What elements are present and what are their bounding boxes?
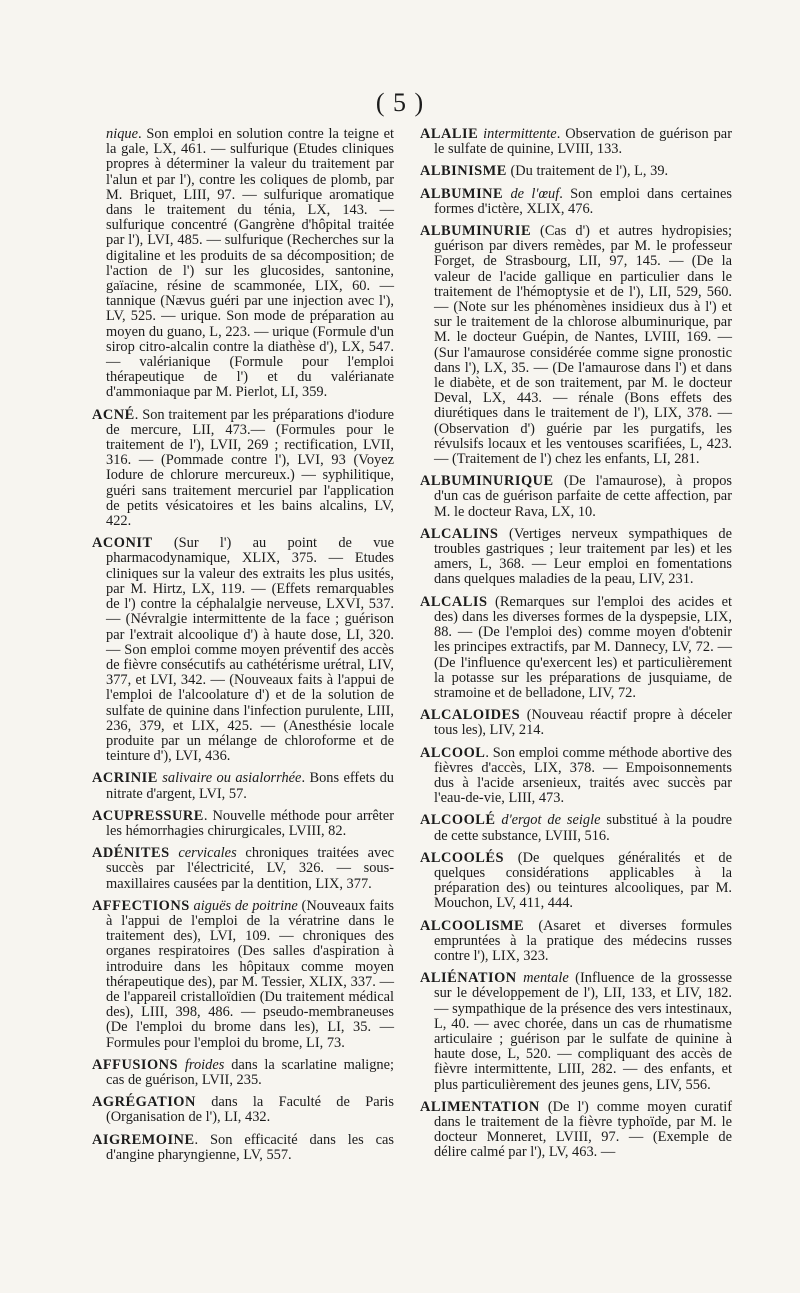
entry-headword: ALCALINS (420, 525, 499, 542)
index-entry (420, 919, 732, 965)
entry-text: (Nouveau réactif propre à déceler tous les), LIV, 214. (434, 707, 732, 739)
entry-qualifier: nique (106, 126, 138, 142)
entry-text: . Son emploi comme méthode abortive des fièvres d'accès, LIX, 378. — Empoisonnements dus à l'acide arsenieux, traités avec succès par l'eau-de-vie, LIII, 473. (434, 744, 732, 807)
entry-text: (De l') comme moyen curatif dans le traitement de la fièvre typhoïde, par M. le docteur Monneret, LVIII, 97. — (Exemple de délire calmé par l'), LV, 463. — (434, 1098, 732, 1161)
entry-headword: ALIMENTATION (420, 1098, 540, 1115)
entry-text: . Son emploi dans certaines formes d'ictère, XLIX, 476. (434, 185, 732, 217)
entry-text: (De quelques généralités et de quelques considérations applicables à la préparation des) ou teintures alcooliques, par M. Mouchon, LV, 411, 444. (434, 849, 732, 912)
entry-text: (Nouveaux faits à l'appui de l'emploi de la vératrine dans le traitement des), LVI, 109. — chroniques des organes respiratoires (Des salles d'aspiration à introduire dans les hôpitaux comme moyen thérapeutique des), par M. Tessier, XLIX, 337. — de l'appareil cristallοïdien (Du traitement médical des), LIII, 398, 486. — pseudo-membraneuses (De l'emploi du brome dans les), LI, 35. — Formules pour l'emploi du brome, LI, 73. (106, 897, 394, 1051)
index-entry (92, 899, 394, 1051)
index-entry (420, 224, 732, 467)
entry-qualifier: de l'œuf (503, 185, 560, 202)
index-entry (420, 527, 732, 588)
entry-headword: ALCOOLISME (420, 917, 525, 934)
entry-headword: ACONIT (92, 535, 153, 552)
entry-text: . Son efficacité dans les cas d'angine pharyngienne, LV, 557. (106, 1131, 394, 1163)
index-entry (420, 746, 732, 807)
entry-text: substitué à la poudre de cette substance, LVIII, 516. (434, 812, 733, 844)
entry-qualifier: mentale (516, 970, 569, 987)
entry-text: (Remarques sur l'emploi des acides et des) dans les diverses formes de la dyspepsie, LIX, 88. — (De l'emploi des) comme moyen d'obtenir les principes extractifs, par M. Dannecy, LV, 72. — (De l'influence qu'exercent les) et particulièrement la potasse sur les préparations de jusquiame, de stramoine et de belladone, LIV, 72. (434, 593, 732, 701)
entry-text: chroniques traitées avec succès par l'électricité, LV, 326. — sous-maxillaires causées par la dentition, LIX, 377. (106, 845, 394, 892)
entry-headword: ALIÉNATION (420, 970, 517, 987)
index-entry (420, 813, 732, 843)
index-entry (420, 127, 732, 157)
entry-headword: AFFECTIONS (92, 897, 190, 914)
entry-text: (Influence de la grossesse sur le développement de l'), LII, 133, et LIV, 182. — sympathique de la présence des vers intestinaux, L, 40. — avec chorée, dans un cas de rhumatisme articulaire ; guérison par le sulfate de quinine à haute dose, L, 520. — compliquant des accès de fièvre intermittente, LIII, 282. — des enfants, et plus particulièrement des jeunes gens, LIV, 556. (434, 970, 732, 1093)
entry-headword: ADÉNITES (92, 845, 170, 862)
index-entry (420, 708, 732, 738)
entry-text: dans la scarlatine maligne; cas de guérison, LVII, 235. (106, 1056, 394, 1088)
entry-headword: ACNÉ (92, 406, 135, 423)
left-column (92, 127, 394, 1170)
entry-headword: ALCALOIDES (420, 707, 521, 724)
entry-headword: AIGREMOINE (92, 1131, 195, 1148)
index-entry (92, 771, 394, 801)
entry-text: (De l'amaurose), à propos d'un cas de guérison parfaite de cette affection, par M. le docteur Rava, LX, 10. (434, 473, 732, 520)
right-column (420, 127, 732, 1168)
index-entry (92, 809, 394, 839)
entry-qualifier: cervicales (169, 845, 237, 862)
index-entry (92, 1095, 394, 1125)
index-entry (420, 1100, 732, 1161)
entry-qualifier: d'ergot de seigle (495, 812, 601, 829)
entry-headword: ALBUMINE (420, 185, 504, 202)
index-entry (92, 536, 394, 764)
entry-headword: ALCOOLÉS (420, 849, 504, 866)
entry-headword: ALBINISME (420, 163, 507, 180)
entry-headword: ACUPRESSURE (92, 807, 204, 824)
entry-text: . Nouvelle méthode pour arrêter les hémorrhagies chirurgicales, LVIII, 82. (106, 807, 394, 839)
index-entry (92, 1058, 394, 1088)
entry-text: (Asaret et diverses formules empruntées à la pratique des médecins russes contre l'), LIX, 323. (434, 917, 732, 964)
index-entry (420, 164, 732, 179)
entry-qualifier: intermittente (478, 126, 557, 142)
index-entry (420, 474, 732, 520)
entry-headword: ALBUMINURIE (420, 223, 532, 240)
entry-text: . Bons effets du nitrate d'argent, LVI, 57. (106, 770, 394, 802)
entry-text: . Son emploi en solution contre la teigne et la gale, LX, 461. — sulfurique (Etudes cliniques propres à déterminer la valeur du traitement par l'alun et par l'), contre les coliques de plomb, par M. Briquet, LIII, 97. — sulfurique aromatique dans le traitement du ténia, LX, 143. — sulfurique concentré (Gangrène d'hôpital traitée par l'), LVI, 485. — sulfurique (Recherches sur la digitaline et les produits de sa décomposition; de l'action de l') sur les glucosides, santonine, gaïacine, résine de scammonée, LIX, 60. — tannique (Nævus guéri par une injection avec l'), LV, 525. — urique. Son mode de préparation au moyen du guano, L, 223. — urique (Formule d'un sirop citro-alcalin contre la diathèse d'), LX, 547. — valérianique (Formule pour l'emploi thérapeutique de l') et du valérianate d'ammoniaque par M. Pierlot, LI, 359. (106, 126, 394, 401)
index-entry (92, 408, 394, 530)
entry-text: (Cas d') et autres hydropisies; guérison par divers remèdes, par M. le professeur Forget, de Strasbourg, LII, 97, 145. — (De la valeur de l'acide gallique en particulier dans le traitement de l'hémoptysie et de l'), LII, 529, 560. — (Note sur les phénomènes insidieux dus à l') et sur le traitement de la chlorose albuminurique, par M. le docteur Guépin, de Nantes, LVIII, 169. — (Sur l'amaurose considérée comme signe pronostic dans l'), LX, 35. — (De l'amaurose dans l') et dans le diabète, et de son traitement, par M. le docteur Deval, LX, 443. — rénale (Bons effets des diurétiques dans le traitement de l'), LIX, 378. — (Observation d') guérie par les purgatifs, les révulsifs locaux et les ventouses scarifiées, L, 423. — (Traitement de l') chez les enfants, LI, 281. (434, 223, 732, 468)
entry-qualifier: aiguës de poitrine (189, 897, 298, 914)
entry-text: (Vertiges nerveux sympathiques de troubles gastriques ; leur traitement par les) et les amers, L, 368. — Leur emploi en fomentations dans quelques maladies de la peau, LIV, 231. (434, 525, 732, 588)
index-entry (92, 1133, 394, 1163)
entry-headword: ACRINIE (92, 770, 158, 787)
index-entry (420, 971, 732, 1093)
entry-headword: AGRÉGATION (92, 1094, 196, 1111)
entry-headword: ALBUMINURIQUE (420, 473, 554, 490)
entry-text: . Observation de guérison par le sulfate de quinine, LVIII, 133. (434, 126, 732, 158)
entry-text: dans la Faculté de Paris (Organisation de l'), LI, 432. (106, 1094, 394, 1126)
index-entry (420, 595, 732, 701)
index-entry (420, 851, 732, 912)
entry-text: (Du traitement de l'), L, 39. (506, 163, 669, 180)
page-number: ( 5 ) (375, 88, 425, 117)
entry-headword: ALCALIS (420, 593, 488, 610)
entry-qualifier: froides (178, 1056, 225, 1073)
entry-headword: ALALIE (420, 126, 479, 142)
entry-text: (Sur l') au point de vue pharmacodynamique, XLIX, 375. — Etudes cliniques sur la valeur des extraits les plus usités, par M. Hirtz, LX, 119. — (Effets remarquables de l') contre la céphalalgie nerveuse, LXVI, 537. — (Névralgie intermittente de la face ; guérison par l'extrait alcoolique d') à haute dose, LI, 320. — Son emploi comme moyen préventif des accès de fièvre consécutifs au cathétérisme urétral, LIV, 377, et LVI, 342. — (Nouveaux faits à l'appui de l'emploi de l'alcoolature d') et de la solution de sulfate de quinine dans l'infection purulente, LIII, 236, 379, et LIX, 425. — (Anesthésie locale produite par un mélange de chloroforme et de teinture d'), LVI, 436. (106, 535, 394, 765)
entry-headword: ALCOOL (420, 744, 486, 761)
entry-headword: ALCOOLÉ (420, 812, 496, 829)
index-entry (420, 187, 732, 217)
entry-headword: AFFUSIONS (92, 1056, 179, 1073)
entry-text: . Son traitement par les préparations d'iodure de mercure, LII, 473.— (Formules pour le traitement de l'), LVII, 269 ; rectification, LVII, 316. — (Pommade contre l'), LVI, 93 (Voyez Iodure de chlorure mercureux.) — syphilitique, guéri sans traitement mercuriel par l'application de petits vésicatoires et les bains alcalins, LV, 422. (106, 406, 394, 530)
index-entry (92, 846, 394, 892)
index-entry (92, 127, 394, 401)
entry-qualifier: salivaire ou asialorrhée (157, 770, 302, 787)
